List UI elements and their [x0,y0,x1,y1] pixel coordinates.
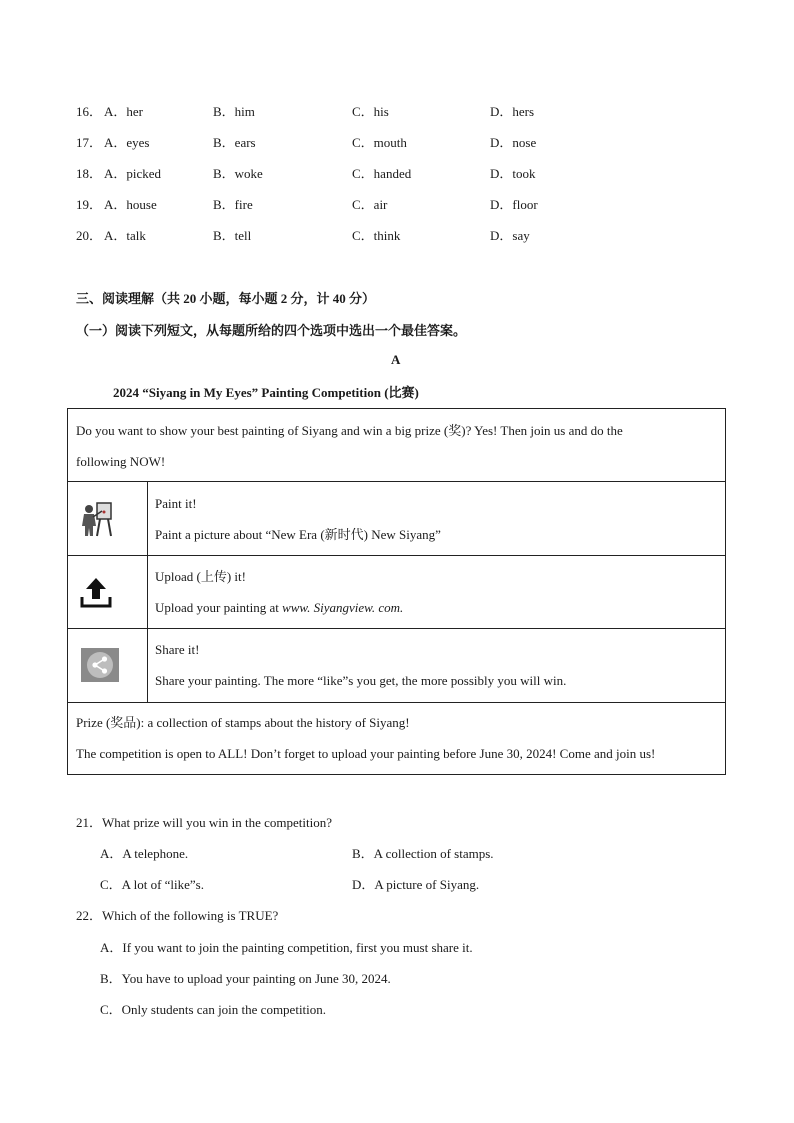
step-paint-text [148,482,725,555]
option-c: C．think [352,228,401,243]
question-number: 17． [76,135,103,150]
step-paint-title: Paint it! [155,496,197,511]
poster-intro [68,409,725,482]
option-a: A．her [104,104,143,119]
question-22-option-c: C．Only students can join the competition. [100,1002,327,1017]
open-line: The competition is open to ALL! Don’t forget to upload your painting before June 30, 2024! Come and join us! [76,746,656,761]
option-b: B．him [213,104,255,119]
option-a: A．eyes [104,135,150,150]
competition-poster [67,408,726,775]
question-number: 20． [76,228,103,243]
option-b: B．tell [213,228,252,243]
option-b: B．woke [213,166,263,181]
option-d: D．took [490,166,536,181]
intro-line-1: Do you want to show your best painting of Siyang and win a big prize (奖)? Yes! Then join us and do the [76,423,623,438]
section-instructions: （一）阅读下列短文，从每题所给的四个选项中选出一个最佳答案。 [76,323,467,338]
step-paint-icon-cell [68,482,148,555]
step-share-text [148,629,725,702]
question-21-option-d: D．A picture of Siyang. [352,877,480,892]
question-21-stem: 21．What prize will you win in the competition? [76,815,332,830]
question-number: 16． [76,104,103,119]
step-paint-desc: Paint a picture about “New Era (新时代) New Siyang” [155,527,441,542]
option-c: C．mouth [352,135,407,150]
upload-icon [78,574,114,610]
question-21-option-b: B．A collection of stamps. [352,846,494,861]
painter-easel-icon [78,499,118,539]
question-number: 19． [76,197,103,212]
question-22-option-b: B．You have to upload your painting on June 30, 2024. [100,971,391,986]
option-c: C．his [352,104,389,119]
step-upload-desc [155,599,403,617]
step-upload-title: Upload (上传) it! [155,569,246,584]
step-upload-row [68,556,725,629]
question-21-option-c: C．A lot of “like”s. [100,877,204,892]
step-share-title: Share it! [155,642,200,657]
option-d: D．hers [490,104,535,119]
option-c: C．air [352,197,388,212]
section-title: 三、阅读理解（共 20 小题，每小题 2 分，计 40 分） [76,291,376,306]
step-share-icon-cell [68,629,148,702]
option-c: C．handed [352,166,412,181]
poster-prize [68,703,725,774]
step-share-row [68,629,725,703]
option-a: A．talk [104,228,146,243]
step-paint-row [68,482,725,556]
poster-title: 2024 “Siyang in My Eyes” Painting Competition (比赛) [113,385,419,400]
prize-line: Prize (奖品): a collection of stamps about the history of Siyang! [76,715,410,730]
step-upload-desc-prefix: Upload your painting at [155,600,283,615]
option-d: D．floor [490,197,538,212]
question-22-stem: 22．Which of the following is TRUE? [76,908,279,923]
question-21-option-a: A．A telephone. [100,846,189,861]
option-b: B．fire [213,197,253,212]
option-d: D．nose [490,135,537,150]
step-upload-icon-cell [68,556,148,628]
step-share-desc: Share your painting. The more “like”s you get, the more possibly you will win. [155,673,567,688]
option-a: A．picked [104,166,162,181]
share-icon [81,648,119,682]
option-d: D．say [490,228,530,243]
intro-line-2: following NOW! [76,454,166,469]
passage-label: A [391,352,401,367]
step-upload-text [148,556,725,628]
website-url[interactable]: www. Siyangview. com. [282,600,404,615]
option-b: B．ears [213,135,256,150]
question-number: 18． [76,166,103,181]
option-a: A．house [104,197,157,212]
question-22-option-a: A．If you want to join the painting competition, first you must share it. [100,940,473,955]
